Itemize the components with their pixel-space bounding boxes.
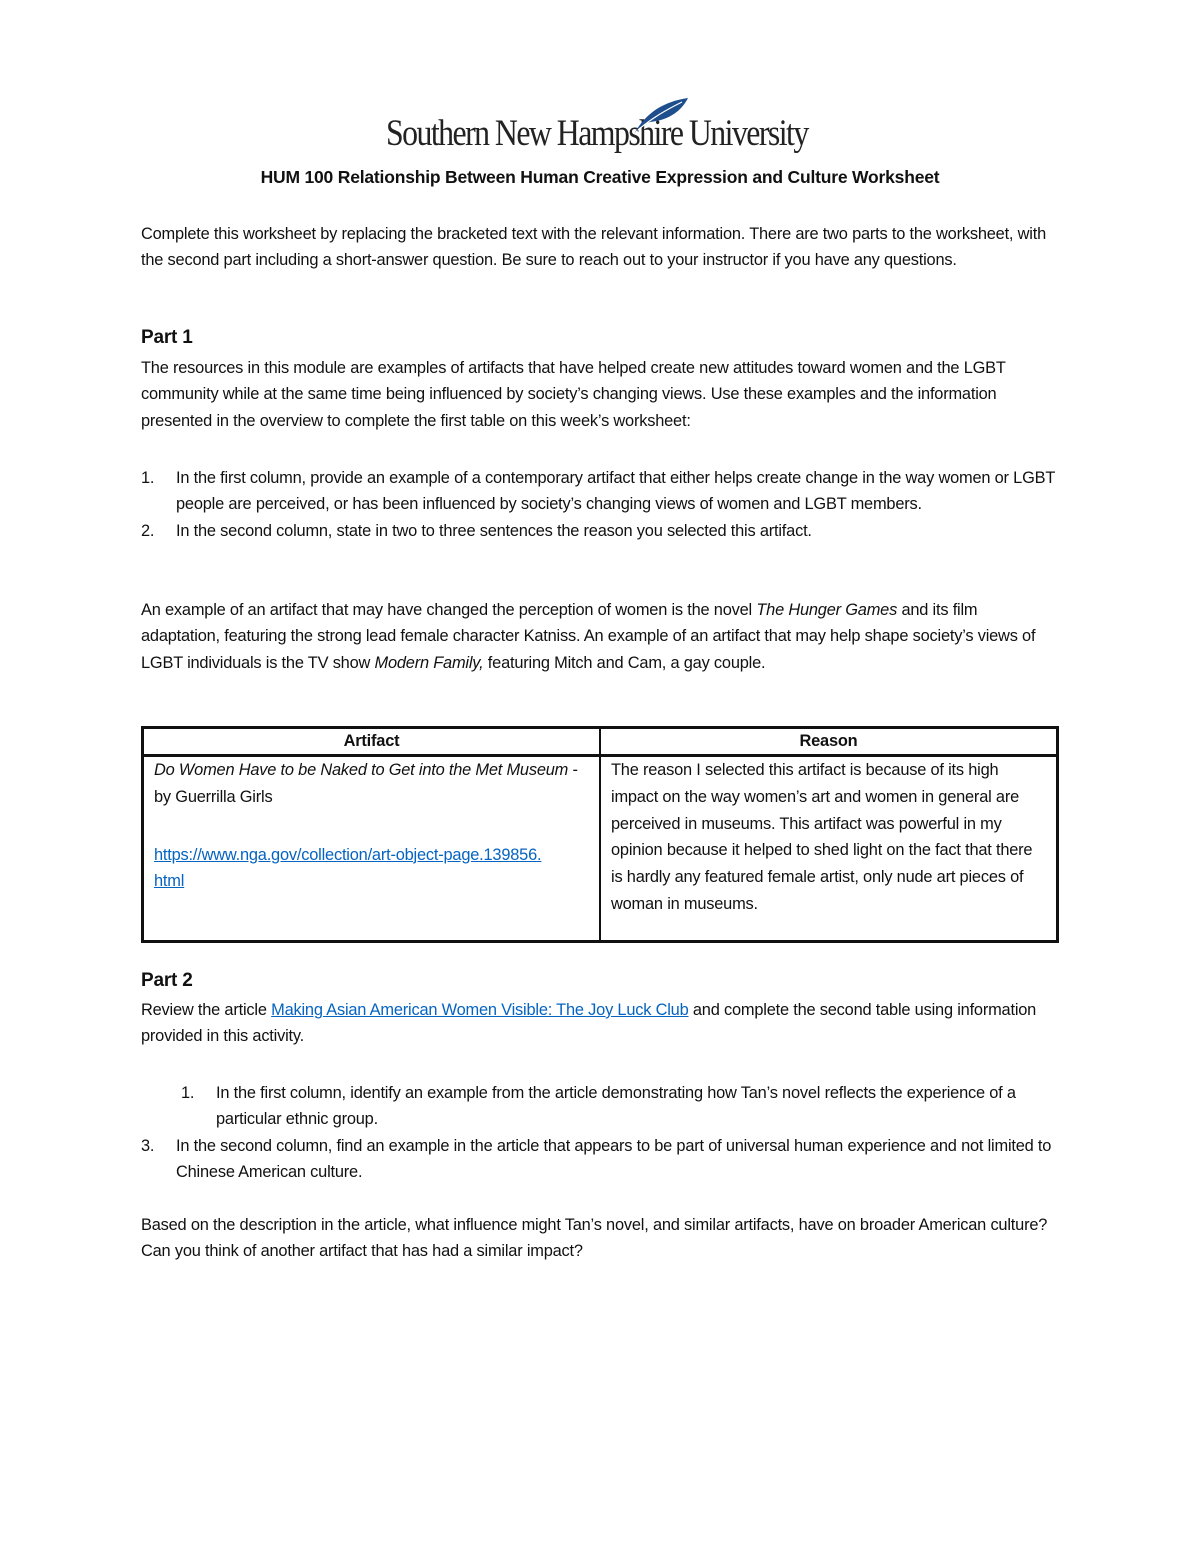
part1-heading: Part 1 (141, 327, 193, 348)
text: and its film adaptation, featuring the strong lead female character Katniss. An example of an artifact that may help shape society’s views of LGBT individuals is the TV show (141, 601, 1036, 672)
artifact-author: -by Guerrilla Girls (154, 761, 578, 806)
list-item (141, 1080, 1059, 1133)
feather-icon (630, 96, 692, 136)
list-item (141, 465, 1059, 518)
intro-paragraph: Complete this worksheet by replacing the bracketed text with the relevant information. There are two parts to the worksheet, with the second part including a short-answer question. Be sure to reach out to your instructor if you have any questions. (141, 225, 1046, 270)
part2-paragraph (141, 997, 1059, 1050)
text: featuring Mitch and Cam, a gay couple. (483, 653, 766, 672)
list-text: In the second column, find an example in the article that appears to be part of universal human experience and not limited to Chinese American culture. (176, 1136, 1052, 1181)
article-link[interactable]: Making Asian American Women Visible: The Joy Luck Club (271, 1001, 689, 1019)
part1-list (141, 465, 1059, 544)
list-text: In the first column, provide an example of a contemporary artifact that either helps create change in the way women or LGBT people are perceived, or has been influenced by society’s changing views of women and LGBT members. (176, 469, 1055, 514)
artifact-link[interactable]: https://www.nga.gov/collection/art-object-page.139856.html (154, 845, 542, 891)
university-logo (386, 96, 816, 162)
page-title: HUM 100 Relationship Between Human Creative Expression and Culture Worksheet (260, 167, 940, 187)
artifact-table (141, 726, 1059, 943)
logo-text: Southern New Hampshire University (386, 113, 808, 154)
artifact-title: Do Women Have to be Naked to Get into the Met Museum (154, 761, 569, 779)
list-text: In the second column, state in two to three sentences the reason you selected this artifact. (176, 521, 812, 540)
list-number: 2. (141, 521, 155, 540)
reason-cell: The reason I selected this artifact is because of its high impact on the way women’s art and women in general are perceived in museums. This artifact was powerful in my opinion because it helped to shed light on the fact that there is hardly any featured female artist, only nude art pieces of woman in museums. (600, 756, 1058, 942)
short-answer-question: Based on the description in the article, what influence might Tan’s novel, and similar artifacts, have on broader American culture? Can you think of another artifact that has had a similar impact? (141, 1216, 1048, 1261)
artifact-cell (143, 756, 601, 942)
text: Review the article (141, 1001, 272, 1019)
part1-paragraph: The resources in this module are examples of artifacts that have helped create new attitudes toward women and the LGBT community while at the same time being influenced by society’s changing views. Use these examples and the information presented in the overview to complete the first table on this week’s worksheet: (141, 359, 1006, 430)
example-paragraph (141, 597, 1059, 676)
list-number: 1. (181, 1084, 195, 1102)
part2-list (141, 1080, 1059, 1185)
list-item (141, 1133, 1059, 1186)
list-item (141, 518, 1059, 544)
column-header-reason: Reason (600, 728, 1058, 756)
text: An example of an artifact that may have changed the perception of women is the novel (141, 601, 757, 619)
book-title: The Hunger Games (756, 601, 898, 619)
part2-heading: Part 2 (141, 970, 193, 991)
list-number: 1. (141, 469, 155, 487)
list-number: 3. (141, 1136, 155, 1155)
show-title: Modern Family, (374, 653, 484, 672)
text: and complete the second table using information provided in this activity. (141, 1001, 1037, 1046)
list-text: In the first column, identify an example from the article demonstrating how Tan’s novel reflects the experience of a particular ethnic group. (216, 1084, 1016, 1129)
column-header-artifact: Artifact (143, 728, 601, 756)
